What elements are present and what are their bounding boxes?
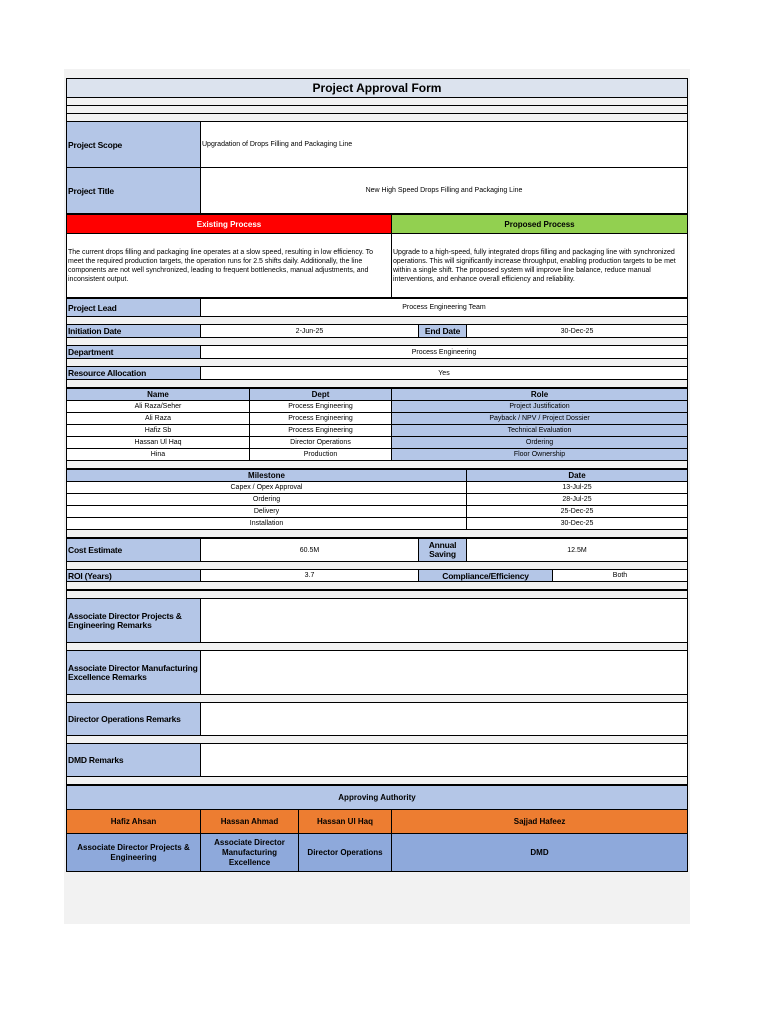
form-title: Project Approval Form <box>67 79 688 98</box>
existing-process-text[interactable]: The current drops filling and packaging line operates at a slow speed, resulting in low efficiency. To meet the required production targets, the operation runs for 2.5 shifts daily. Additionally, the line components are not well synchronized, leading to frequent bottlenecks, manual adjustments, and inconsistent output. <box>67 234 392 298</box>
team-member-role[interactable]: Floor Ownership <box>392 449 688 461</box>
team-member-role[interactable]: Technical Evaluation <box>392 425 688 437</box>
spacer-row <box>67 106 688 114</box>
remarks-table <box>66 590 688 785</box>
approver-name: Hafiz Ahsan <box>67 810 201 834</box>
project-info-table <box>66 298 688 388</box>
annual-saving-value[interactable]: 12.5M <box>467 539 688 562</box>
team-name-header: Name <box>67 389 250 401</box>
approver-name: Sajjad Hafeez <box>392 810 688 834</box>
spacer-row <box>67 461 688 469</box>
compliance-label: Compliance/Efficiency <box>419 570 553 582</box>
spacer-row <box>67 114 688 122</box>
remarks-field-director-operations[interactable] <box>201 703 688 736</box>
team-member-name[interactable]: Hafiz Sb <box>67 425 250 437</box>
table-row <box>67 494 688 506</box>
spacer-row <box>67 562 688 570</box>
approver-name: Hassan Ahmad <box>201 810 299 834</box>
spacer-row <box>67 380 688 388</box>
team-dept-header: Dept <box>250 389 392 401</box>
milestone-header: Milestone <box>67 470 467 482</box>
milestone-date-header: Date <box>467 470 688 482</box>
project-lead-label: Project Lead <box>67 299 201 317</box>
approving-authority-table <box>66 785 688 872</box>
milestone-date[interactable]: 28-Jul-25 <box>467 494 688 506</box>
spacer-row <box>67 359 688 367</box>
spacer-row <box>67 777 688 785</box>
approver-title: Director Operations <box>299 834 392 872</box>
remarks-label-dmd: DMD Remarks <box>67 744 201 777</box>
milestone-date[interactable]: 25-Dec-25 <box>467 506 688 518</box>
team-member-role[interactable]: Project Justification <box>392 401 688 413</box>
initiation-date-value[interactable]: 2-Jun-25 <box>201 325 419 338</box>
resource-allocation-value[interactable]: Yes <box>201 367 688 380</box>
table-row <box>67 413 688 425</box>
remarks-field-dmd[interactable] <box>201 744 688 777</box>
spacer-row <box>67 98 688 106</box>
end-date-value[interactable]: 30-Dec-25 <box>467 325 688 338</box>
project-approval-form <box>66 78 687 872</box>
roi-value[interactable]: 3.7 <box>201 570 419 582</box>
milestone-name[interactable]: Capex / Opex Approval <box>67 482 467 494</box>
table-row <box>67 518 688 530</box>
proposed-process-header: Proposed Process <box>392 215 688 234</box>
team-member-role[interactable]: Ordering <box>392 437 688 449</box>
resource-allocation-label: Resource Allocation <box>67 367 201 380</box>
department-value[interactable]: Process Engineering <box>201 346 688 359</box>
team-member-dept[interactable]: Process Engineering <box>250 413 392 425</box>
project-scope-value[interactable]: Upgradation of Drops Filling and Packaging Line <box>201 122 688 168</box>
spacer-row <box>67 317 688 325</box>
spacer-row <box>67 530 688 538</box>
table-row <box>67 449 688 461</box>
spacer-row <box>67 591 688 599</box>
spacer-row <box>67 643 688 651</box>
team-member-name[interactable]: Ali Raza <box>67 413 250 425</box>
team-member-dept[interactable]: Director Operations <box>250 437 392 449</box>
department-label: Department <box>67 346 201 359</box>
annual-saving-label: Annual Saving <box>419 539 467 562</box>
team-role-header: Role <box>392 389 688 401</box>
proposed-process-text[interactable]: Upgrade to a high-speed, fully integrated drops filling and packaging line with synchronized operations. This will significantly increase throughput, enabling production targets to be met within a single shift. The proposed system will improve line balance, reduce manual interventions, and enhance overall efficiency and reliability. <box>392 234 688 298</box>
team-member-dept[interactable]: Process Engineering <box>250 425 392 437</box>
milestone-name[interactable]: Ordering <box>67 494 467 506</box>
initiation-date-label: Initiation Date <box>67 325 201 338</box>
spacer-row <box>67 582 688 590</box>
remarks-label-director-operations: Director Operations Remarks <box>67 703 201 736</box>
team-member-name[interactable]: Hina <box>67 449 250 461</box>
milestone-table <box>66 469 688 538</box>
table-row <box>67 482 688 494</box>
team-member-dept[interactable]: Production <box>250 449 392 461</box>
remarks-field-ad-projects[interactable] <box>201 599 688 643</box>
team-table <box>66 388 688 469</box>
spacer-row <box>67 695 688 703</box>
cost-estimate-value[interactable]: 60.5M <box>201 539 419 562</box>
milestone-date[interactable]: 13-Jul-25 <box>467 482 688 494</box>
cost-estimate-label: Cost Estimate <box>67 539 201 562</box>
table-row <box>67 401 688 413</box>
approver-title: Associate Director Manufacturing Excellence <box>201 834 299 872</box>
team-member-name[interactable]: Hassan Ul Haq <box>67 437 250 449</box>
spacer-row <box>67 736 688 744</box>
remarks-label-ad-projects: Associate Director Projects & Engineering Remarks <box>67 599 201 643</box>
roi-label: ROI (Years) <box>67 570 201 582</box>
existing-process-header: Existing Process <box>67 215 392 234</box>
team-member-role[interactable]: Payback / NPV / Project Dossier <box>392 413 688 425</box>
approver-title: DMD <box>392 834 688 872</box>
approving-authority-header: Approving Authority <box>67 786 688 810</box>
table-row <box>67 437 688 449</box>
approver-name: Hassan Ul Haq <box>299 810 392 834</box>
compliance-value[interactable]: Both <box>553 570 688 582</box>
milestone-name[interactable]: Delivery <box>67 506 467 518</box>
remarks-label-ad-manufacturing: Associate Director Manufacturing Excellence Remarks <box>67 651 201 695</box>
milestone-name[interactable]: Installation <box>67 518 467 530</box>
milestone-date[interactable]: 30-Dec-25 <box>467 518 688 530</box>
project-title-label: Project Title <box>67 168 201 214</box>
project-lead-value[interactable]: Process Engineering Team <box>201 299 688 317</box>
process-table <box>66 214 688 298</box>
project-title-value[interactable]: New High Speed Drops Filling and Packaging Line <box>201 168 688 214</box>
remarks-field-ad-manufacturing[interactable] <box>201 651 688 695</box>
project-scope-label: Project Scope <box>67 122 201 168</box>
end-date-label: End Date <box>419 325 467 338</box>
table-row <box>67 425 688 437</box>
approver-title: Associate Director Projects & Engineering <box>67 834 201 872</box>
form-header-table <box>66 78 688 214</box>
table-row <box>67 506 688 518</box>
team-member-name[interactable]: Ali Raza/Seher <box>67 401 250 413</box>
team-member-dept[interactable]: Process Engineering <box>250 401 392 413</box>
spacer-row <box>67 338 688 346</box>
financial-table <box>66 538 688 590</box>
